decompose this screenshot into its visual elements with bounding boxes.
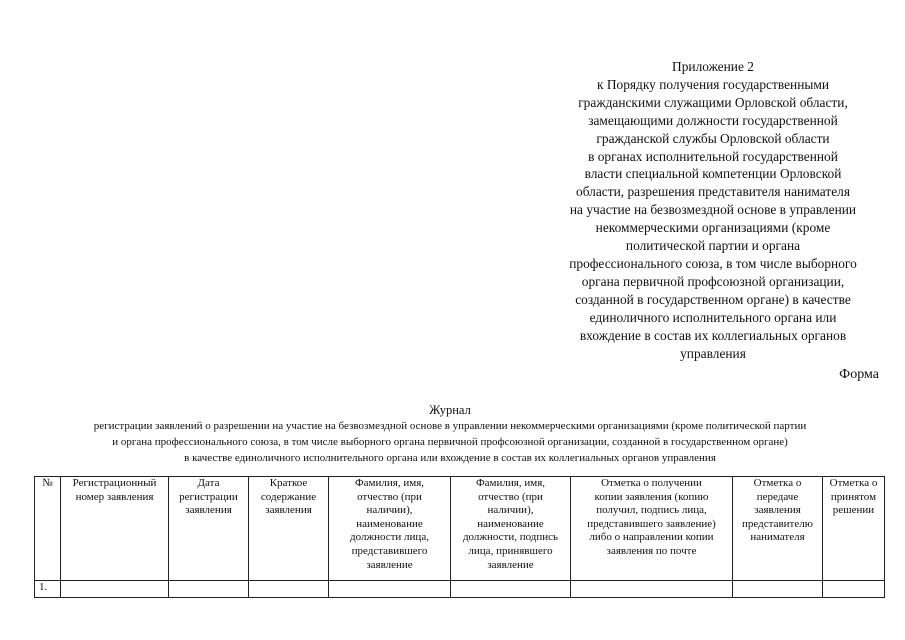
journal-subtitle-line: в качестве единоличного исполнительного органа или вхождение в состав их коллегиальных органов управления	[184, 452, 716, 464]
row-number-cell: 1.	[35, 581, 61, 598]
appendix-block	[548, 58, 878, 362]
appendix-line: единоличного исполнительного органа или	[589, 309, 837, 325]
table-cell	[571, 581, 733, 598]
column-header-number: №	[35, 477, 61, 581]
registration-table	[34, 476, 885, 598]
appendix-line: политической партии и органа	[625, 238, 801, 254]
appendix-line: на участие на безвозмездной основе в управлении	[569, 202, 857, 218]
appendix-line: вхождение в состав их коллегиальных органов	[579, 327, 847, 343]
appendix-title: Приложение 2	[672, 59, 754, 74]
appendix-line: замещающими должности государственной	[588, 112, 838, 128]
appendix-line: к Порядку получения государственными	[596, 76, 830, 92]
column-header-decision: Отметка о принятом решении	[823, 477, 885, 581]
journal-subtitle-line: и органа профессионального союза, в том числе выборного органа первичной профсоюзной организации, созданной в государственном органе)	[112, 436, 788, 448]
column-header-applicant: Фамилия, имя, отчество (при наличии), наименование должности лица, представившего заявление	[329, 477, 451, 581]
journal-heading	[20, 402, 880, 466]
column-header-transfer: Отметка о передаче заявления представителю нанимателя	[733, 477, 823, 581]
table-cell	[329, 581, 451, 598]
column-header-copy-receipt: Отметка о получении копии заявления (копию получил, подпись лица, представившего заявление) либо о направлении копии заявления по почте	[571, 477, 733, 581]
appendix-line: созданной в государственном органе) в качестве	[575, 291, 851, 307]
table-cell	[249, 581, 329, 598]
column-header-registration-number: Регистрационный номер заявления	[61, 477, 169, 581]
appendix-line: власти специальной компетенции Орловской	[584, 166, 842, 182]
appendix-line: профессионального союза, в том числе выборного	[569, 255, 857, 271]
form-label: Форма	[839, 367, 879, 382]
column-header-summary: Краткое содержание заявления	[249, 477, 329, 581]
journal-subtitle-line: регистрации заявлений о разрешении на участие на безвозмездной основе в управлении некоммерческими организациями (кроме политической партии	[93, 420, 807, 432]
table-cell	[169, 581, 249, 598]
appendix-line: в органах исполнительной государственной	[588, 148, 838, 164]
table-cell	[733, 581, 823, 598]
appendix-line: управления	[680, 345, 746, 361]
appendix-line: некоммерческими организациями (кроме	[595, 220, 831, 236]
table-row	[35, 581, 885, 598]
appendix-line: гражданской службы Орловской области	[596, 130, 830, 146]
appendix-line: органа первичной профсоюзной организации,	[581, 273, 845, 289]
appendix-line: области, разрешения представителя нанимателя	[576, 184, 850, 200]
table-header-row	[35, 477, 885, 581]
appendix-line: гражданскими служащими Орловской области,	[578, 94, 848, 110]
journal-title: Журнал	[429, 403, 471, 417]
column-header-registration-date: Дата регистрации заявления	[169, 477, 249, 581]
column-header-receiver: Фамилия, имя, отчество (при наличии), наименование должности, подпись лица, принявшего заявление	[451, 477, 571, 581]
table-cell	[823, 581, 885, 598]
table-cell	[451, 581, 571, 598]
table-cell	[61, 581, 169, 598]
